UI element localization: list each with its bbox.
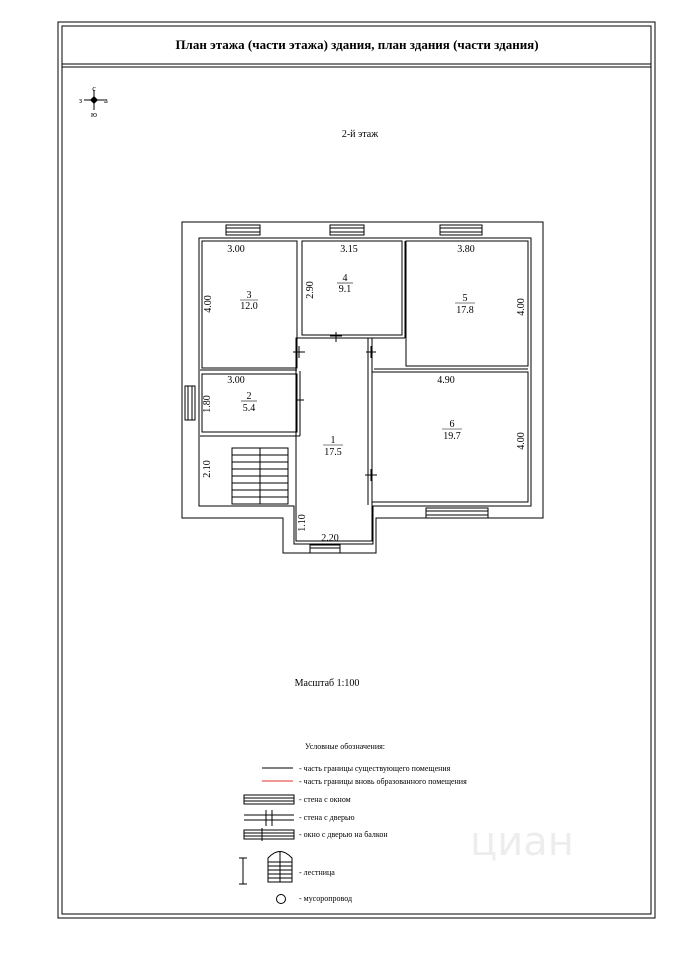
window-room2 [185, 386, 195, 420]
room-2-number: 2 [246, 391, 252, 402]
dim-room6-height: 4.00 [516, 432, 527, 450]
room-3-area: 12.0 [240, 301, 258, 312]
legend-heading: Условные обозначения: [305, 742, 386, 751]
room-4-number: 4 [342, 273, 348, 284]
dim-corridor-bottom-height: 1.10 [297, 514, 308, 532]
legend-balcony-icon [244, 828, 294, 841]
dim-room6-width: 4.90 [437, 375, 455, 386]
compass-icon [79, 84, 108, 119]
compass-west: з [78, 96, 82, 105]
room-6-area: 19.7 [443, 431, 461, 442]
compass-east: в [104, 96, 108, 105]
door-symbols [293, 332, 377, 481]
room-2-area: 5.4 [242, 403, 256, 414]
dim-corridor-bottom-width: 2.20 [321, 533, 339, 544]
scale-label: Масштаб 1:100 [294, 678, 360, 689]
room-1-area: 17.5 [324, 447, 342, 458]
dim-room2-width: 3.00 [227, 375, 245, 386]
legend-stair-icon [239, 852, 292, 885]
dim-room3-height: 4.00 [203, 295, 214, 313]
staircase-symbol [232, 448, 288, 504]
legend-item-door: - стена с дверью [299, 813, 355, 822]
legend-chute-icon [277, 895, 286, 904]
legend [239, 742, 467, 904]
window-room5 [440, 225, 482, 235]
dim-room4-width: 3.15 [340, 244, 358, 255]
room-4 [302, 241, 402, 335]
sheet-title: План этажа (части этажа) здания, план здания (части здания) [175, 37, 539, 52]
dim-room5-width: 3.80 [457, 244, 475, 255]
window-corridor [310, 545, 340, 553]
legend-item-existing: - часть границы существующего помещения [299, 764, 451, 773]
dim-room4-height: 2.90 [305, 281, 316, 299]
dim-room2-height: 1.80 [202, 395, 213, 413]
legend-door-icon [244, 810, 294, 826]
legend-item-balcony: - окно с дверью на балкон [299, 830, 388, 839]
compass-north: с [92, 84, 96, 93]
dim-room3-width: 3.00 [227, 244, 245, 255]
window-room3 [226, 225, 260, 235]
room-6-number: 6 [449, 419, 455, 430]
floor-label: 2-й этаж [341, 129, 379, 140]
compass-south: ю [91, 110, 97, 119]
room-4-area: 9.1 [338, 284, 352, 295]
window-symbols [185, 225, 488, 553]
dim-room5-height: 4.00 [516, 298, 527, 316]
legend-item-window: - стена с окном [299, 795, 351, 804]
window-room6 [426, 508, 488, 518]
building-walls [182, 222, 543, 553]
legend-item-new: - часть границы вновь образованного помещения [299, 777, 467, 786]
room-5-number: 5 [462, 293, 468, 304]
window-room4 [330, 225, 364, 235]
watermark: циан [470, 819, 574, 865]
room-1-number: 1 [330, 435, 336, 446]
legend-window-icon [244, 795, 294, 804]
legend-item-stair: - лестница [299, 868, 335, 877]
room-5-area: 17.8 [456, 305, 474, 316]
legend-item-chute: - мусоропровод [299, 894, 353, 903]
dim-stair-height: 2.10 [202, 460, 213, 478]
room-3-number: 3 [246, 290, 252, 301]
